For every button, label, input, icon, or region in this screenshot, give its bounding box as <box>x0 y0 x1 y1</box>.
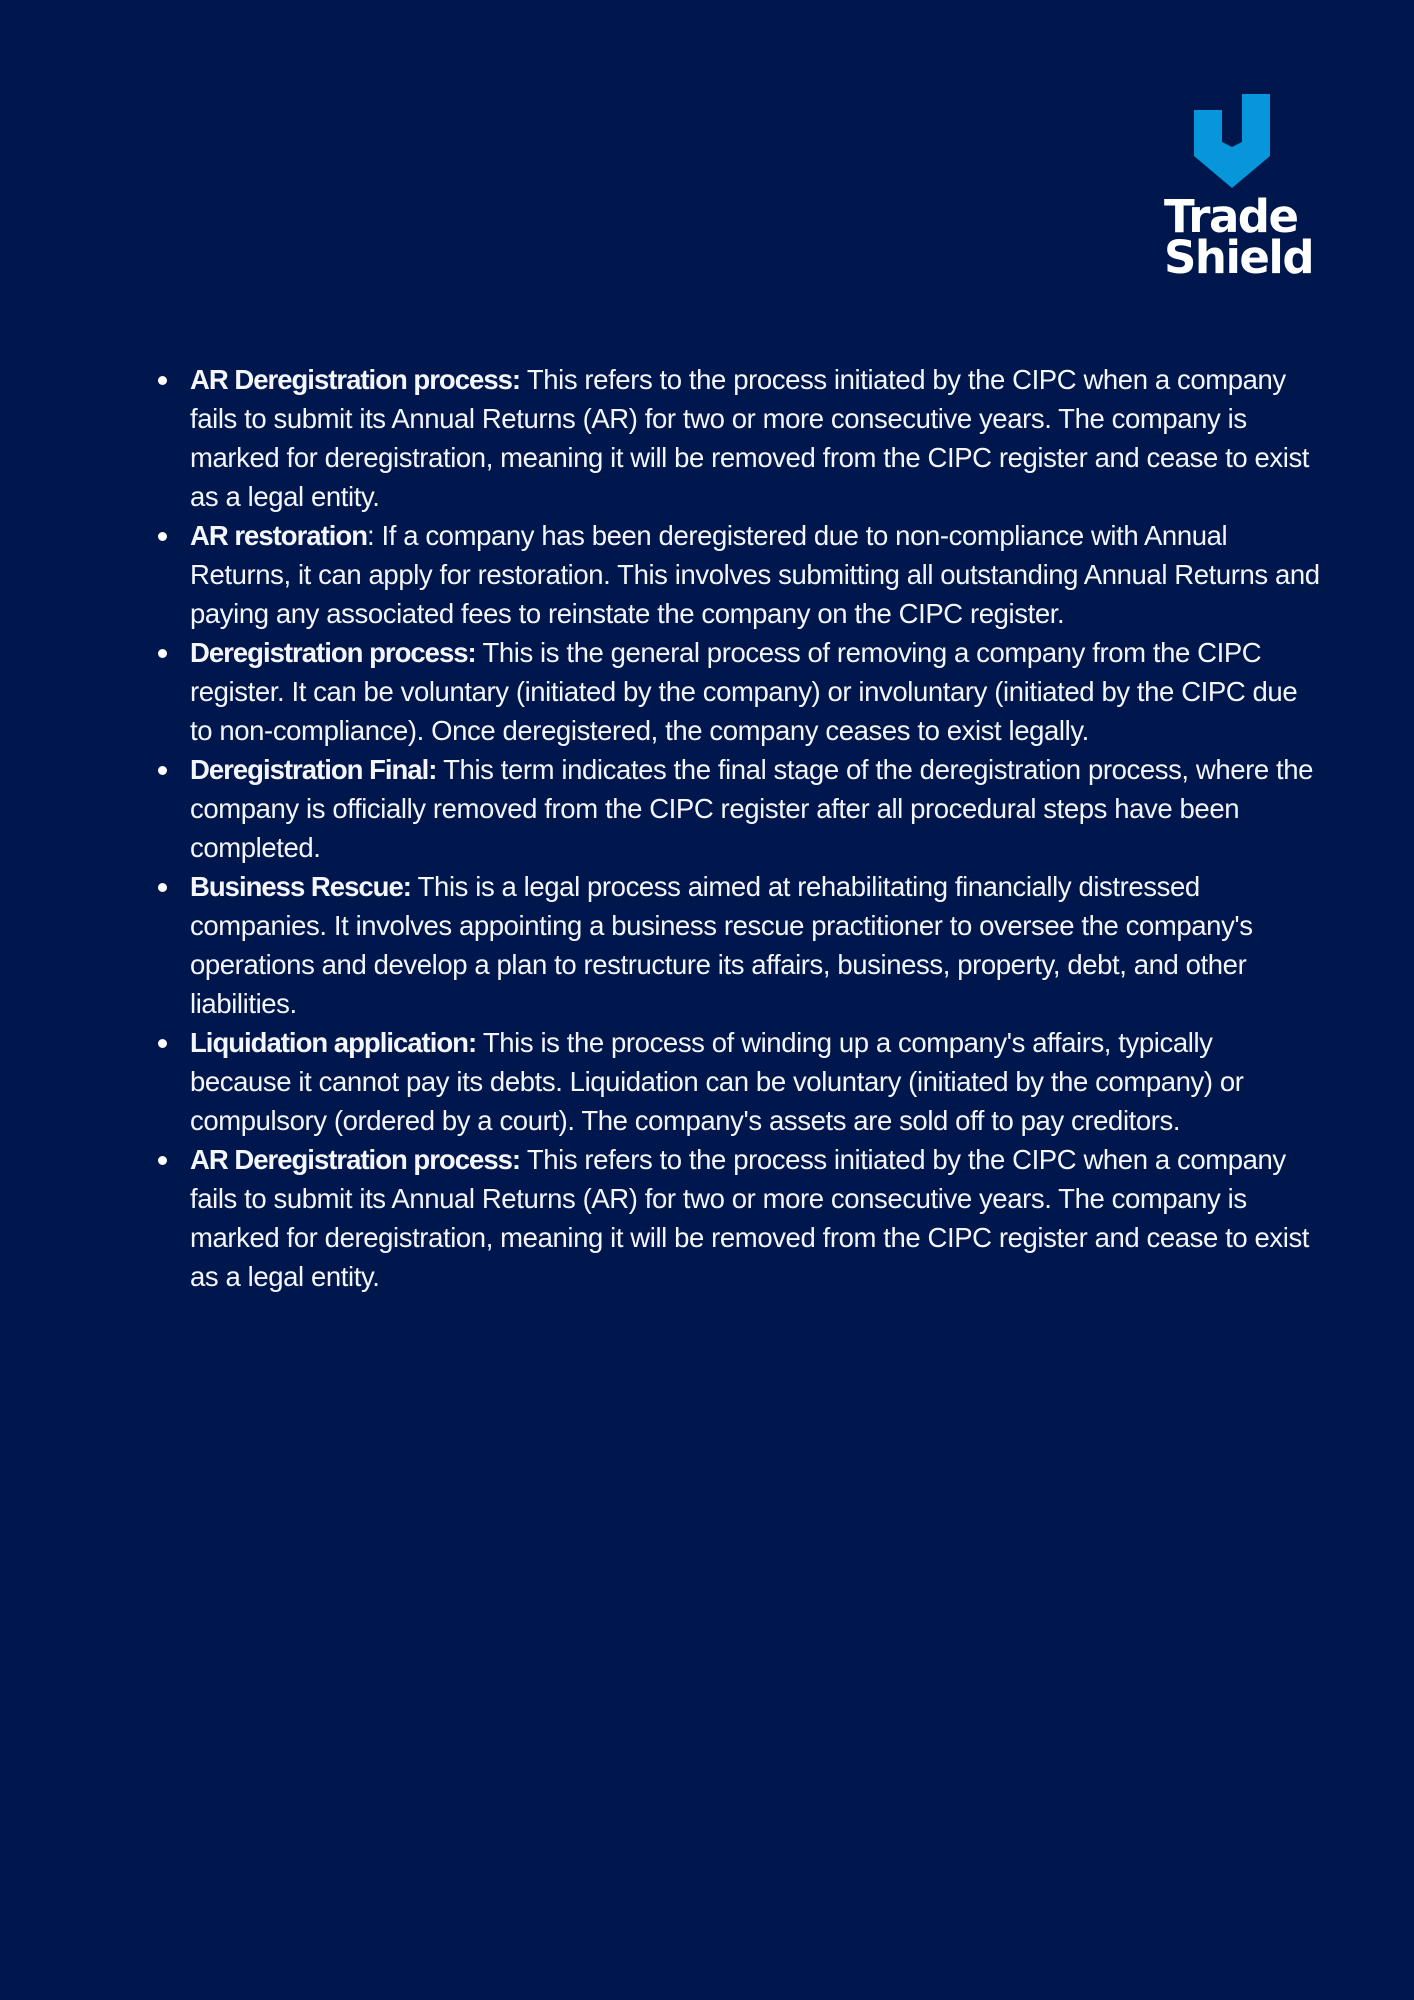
trade-shield-logo <box>1160 92 1314 292</box>
list-item <box>190 633 1320 750</box>
brand-name-line2: Shield <box>1164 231 1314 284</box>
definition-term: Deregistration process: <box>190 637 476 668</box>
brand-name <box>1164 190 1314 284</box>
definition-term: AR restoration <box>190 520 367 551</box>
definition-term: AR Deregistration process: <box>190 1144 521 1175</box>
list-item <box>190 1140 1320 1296</box>
definition-term: Deregistration Final: <box>190 754 437 785</box>
definition-text: : If a company has been deregistered due to non-compliance with Annual Returns, it can apply for restoration. This involves submitting all outstanding Annual Returns and paying any associated fees to reinstate the company on the CIPC register. <box>190 520 1320 629</box>
definition-text: This is the process of winding up a company's affairs, typically because it cannot pay its debts. Liquidation can be voluntary (initiated by the company) or compulsory (ordered by a court). The company's assets are sold off to pay creditors. <box>190 1027 1244 1136</box>
list-item <box>190 516 1320 633</box>
definition-term: Liquidation application: <box>190 1027 477 1058</box>
definition-text: This is the general process of removing a company from the CIPC register. It can be voluntary (initiated by the company) or involuntary (initiated by the CIPC due to non-compliance). Once deregistered, the company ceases to exist legally. <box>190 637 1298 746</box>
definition-term: AR Deregistration process: <box>190 364 521 395</box>
list-item <box>190 360 1320 516</box>
list-item <box>190 1023 1320 1140</box>
definition-term: Business Rescue: <box>190 871 411 902</box>
definition-text: This term indicates the final stage of the deregistration process, where the company is officially removed from the CIPC register after all procedural steps have been completed. <box>190 754 1314 863</box>
definition-text: This refers to the process initiated by the CIPC when a company fails to submit its Annual Returns (AR) for two or more consecutive years. The company is marked for deregistration, meaning it will be removed from the CIPC register and cease to exist as a legal entity. <box>190 1144 1310 1292</box>
definition-text: This is a legal process aimed at rehabilitating financially distressed companies. It involves appointing a business rescue practitioner to oversee the company's operations and develop a plan to restructure its affairs, business, property, debt, and other liabilities. <box>190 871 1253 1019</box>
list-item <box>190 750 1320 867</box>
definitions-list <box>140 360 1320 1296</box>
definition-text: This refers to the process initiated by the CIPC when a company fails to submit its Annual Returns (AR) for two or more consecutive years. The company is marked for deregistration, meaning it will be removed from the CIPC register and cease to exist as a legal entity. <box>190 364 1310 512</box>
shield-logo-icon <box>1194 94 1270 190</box>
brand-name-line1: Trade <box>1164 190 1298 243</box>
list-item <box>190 867 1320 1023</box>
